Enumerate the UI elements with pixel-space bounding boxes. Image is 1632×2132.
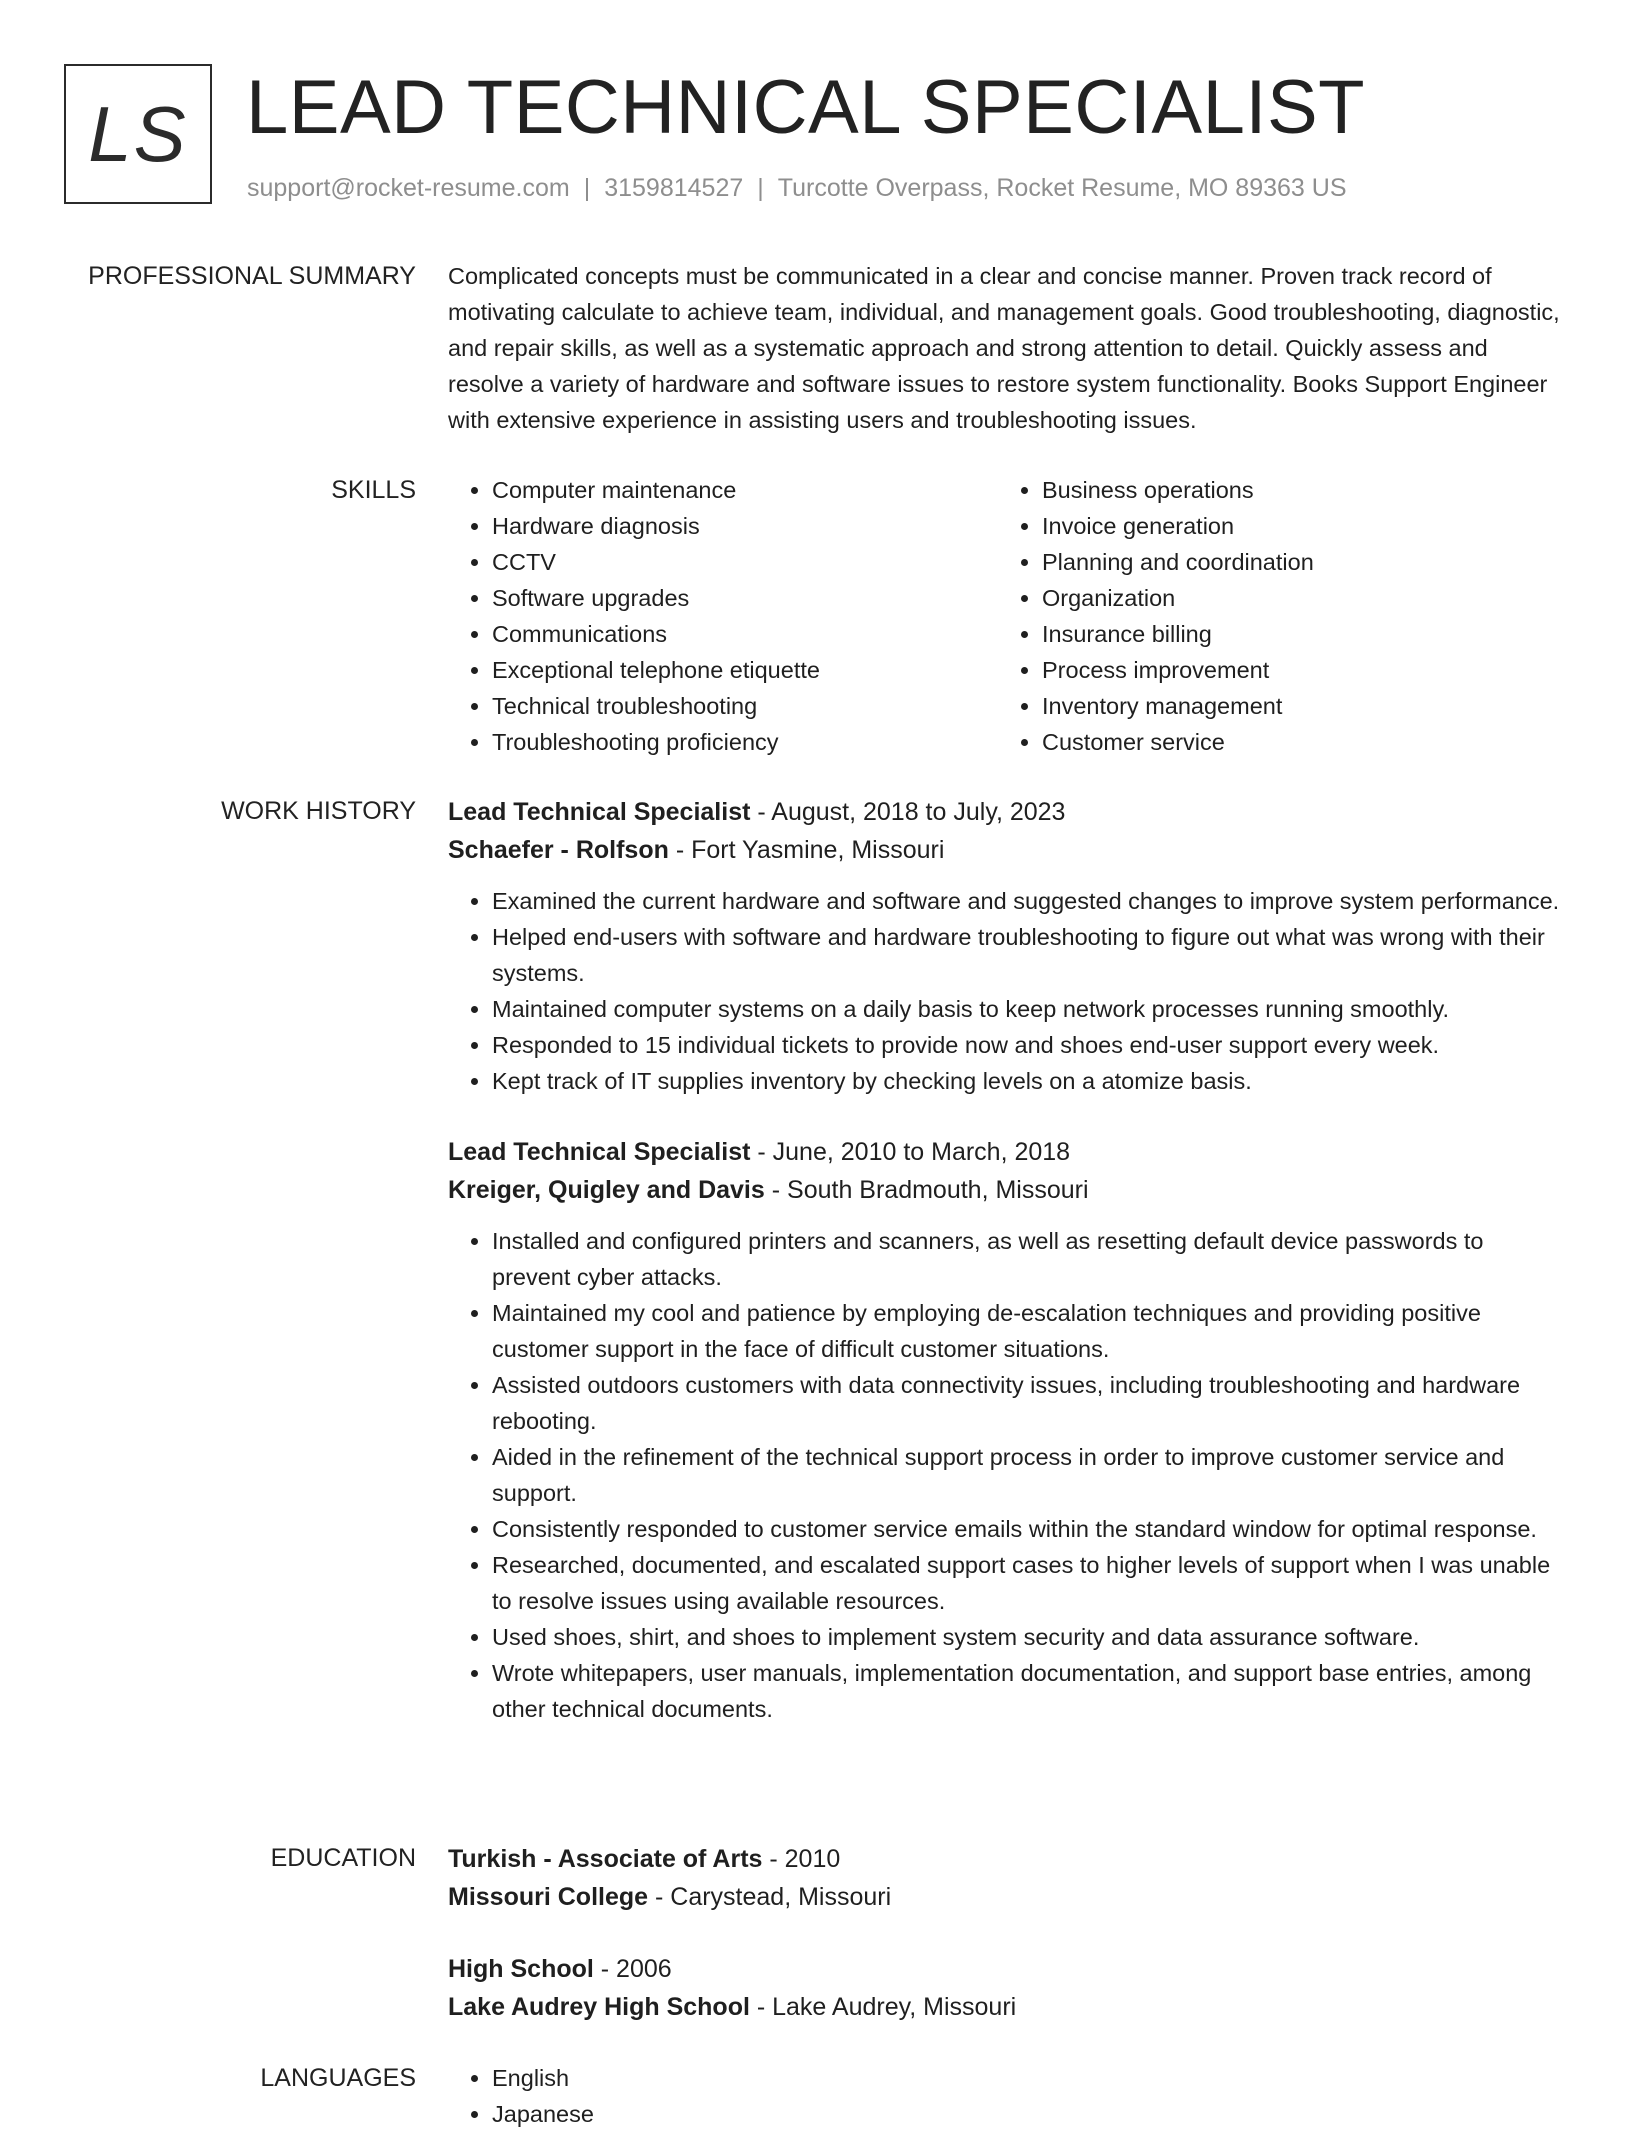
skill-item: • Technical troubleshooting	[492, 688, 998, 724]
job-title: Lead Technical Specialist	[448, 1138, 751, 1166]
summary-heading: PROFESSIONAL SUMMARY	[88, 262, 416, 290]
skills-heading: SKILLS	[331, 476, 416, 504]
job-dates: - August, 2018 to July, 2023	[750, 798, 1066, 826]
job-bullet: • Assisted outdoors customers with data connectivity issues, including troubleshooting and hardware rebooting.	[492, 1367, 1560, 1439]
job-dates: - June, 2010 to March, 2018	[750, 1138, 1071, 1166]
skill-item: • Insurance billing	[1042, 616, 1548, 652]
education-entry	[448, 1950, 1560, 2026]
skill-item: • Business operations	[1042, 472, 1548, 508]
skill-item: • Inventory management	[1042, 688, 1548, 724]
education-year: - 2010	[762, 1845, 841, 1873]
skills-grid	[448, 472, 1560, 760]
job-company-line	[448, 831, 1560, 869]
skills-list-left	[448, 472, 998, 760]
skill-item: • Process improvement	[1042, 652, 1548, 688]
skill-item: • Hardware diagnosis	[492, 508, 998, 544]
skill-item: • Computer maintenance	[492, 472, 998, 508]
job-company: Kreiger, Quigley and Davis	[448, 1176, 765, 1204]
education-school-line	[448, 1878, 1560, 1916]
education-degree: High School	[448, 1955, 594, 1983]
job-bullet: • Maintained computer systems on a daily basis to keep network processes running smoothly.	[492, 991, 1560, 1027]
job-company-line	[448, 1171, 1560, 1209]
skills-list-right	[998, 472, 1548, 760]
job-bullet: • Responded to 15 individual tickets to provide now and shoes end-user support every week.	[492, 1027, 1560, 1063]
job-company: Schaefer - Rolfson	[448, 836, 669, 864]
skill-item: • Organization	[1042, 580, 1548, 616]
skill-item: • Planning and coordination	[1042, 544, 1548, 580]
resume-title: LEAD TECHNICAL SPECIALIST	[246, 65, 1366, 150]
education-location: - Carystead, Missouri	[648, 1883, 892, 1911]
skill-item: • Software upgrades	[492, 580, 998, 616]
languages-list	[448, 2060, 1560, 2132]
education-school-line	[448, 1988, 1560, 2026]
education-year: - 2006	[593, 1955, 672, 1983]
skill-item: • Invoice generation	[1042, 508, 1548, 544]
education-entry	[448, 1840, 1560, 1916]
job-title-line	[448, 1133, 1560, 1171]
job-bullet: • Helped end-users with software and hardware troubleshooting to figure out what was wrong with their systems.	[492, 919, 1560, 991]
education-degree-line	[448, 1840, 1560, 1878]
education-school: Missouri College	[448, 1883, 649, 1911]
job-title-line	[448, 793, 1560, 831]
education-degree: Turkish - Associate of Arts	[448, 1845, 763, 1873]
skill-item: • Communications	[492, 616, 998, 652]
skill-item: • Exceptional telephone etiquette	[492, 652, 998, 688]
contact-email: support@rocket-resume.com	[247, 174, 570, 202]
job-location: - South Bradmouth, Missouri	[764, 1176, 1089, 1204]
job-bullet: • Kept track of IT supplies inventory by checking levels on a atomize basis.	[492, 1063, 1560, 1099]
education-school: Lake Audrey High School	[448, 1993, 750, 2021]
job-title: Lead Technical Specialist	[448, 798, 751, 826]
work-history-heading: WORK HISTORY	[221, 797, 416, 825]
contact-separator: |	[583, 174, 591, 202]
language-item: • English	[492, 2060, 1560, 2096]
skill-item: • Troubleshooting proficiency	[492, 724, 998, 760]
summary-text: Complicated concepts must be communicated in a clear and concise manner. Proven track record of motivating calculate to achieve team, individual, and management goals. Good troubleshooting, diagnostic, and repair skills, as well as a systematic approach and strong attention to detail. Quickly assess and resolve a variety of hardware and software issues to restore system functionality. Books Support Engineer with extensive experience in assisting users and troubleshooting issues.	[448, 263, 1560, 433]
job-bullet: • Aided in the refinement of the technical support process in order to improve customer service and support.	[492, 1439, 1560, 1511]
education-body	[448, 1840, 1560, 2026]
languages-body	[448, 2060, 1560, 2132]
job-bullet: • Used shoes, shirt, and shoes to implement system security and data assurance software.	[492, 1619, 1560, 1655]
education-heading: EDUCATION	[270, 1844, 416, 1872]
contact-phone: 3159814527	[604, 174, 744, 202]
job-location: - Fort Yasmine, Missouri	[668, 836, 945, 864]
job-bullet: • Examined the current hardware and software and suggested changes to improve system performance.	[492, 883, 1560, 919]
contact-address: Turcotte Overpass, Rocket Resume, MO 89363 US	[777, 174, 1347, 202]
job-bullets	[448, 883, 1560, 1099]
job-bullets	[448, 1223, 1560, 1727]
job-bullet: • Installed and configured printers and scanners, as well as resetting default device passwords to prevent cyber attacks.	[492, 1223, 1560, 1295]
monogram-badge: LS	[64, 64, 212, 204]
languages-heading: LANGUAGES	[260, 2064, 416, 2092]
skill-item: • Customer service	[1042, 724, 1548, 760]
education-degree-line	[448, 1950, 1560, 1988]
education-location: - Lake Audrey, Missouri	[749, 1993, 1017, 2021]
work-history-body	[448, 793, 1560, 1727]
contact-line	[247, 174, 1347, 203]
job-bullet: • Maintained my cool and patience by employing de-escalation techniques and providing positive customer support in the face of difficult customer situations.	[492, 1295, 1560, 1367]
skill-item: • CCTV	[492, 544, 998, 580]
contact-separator: |	[757, 174, 764, 202]
job-entry	[448, 1133, 1560, 1727]
job-entry	[448, 793, 1560, 1099]
job-bullet: • Consistently responded to customer service emails within the standard window for optimal response.	[492, 1511, 1560, 1547]
job-bullet: • Researched, documented, and escalated support cases to higher levels of support when I was unable to resolve issues using available resources.	[492, 1547, 1560, 1619]
job-bullet: • Wrote whitepapers, user manuals, implementation documentation, and support base entries, among other technical documents.	[492, 1655, 1560, 1727]
language-item: • Japanese	[492, 2096, 1560, 2132]
